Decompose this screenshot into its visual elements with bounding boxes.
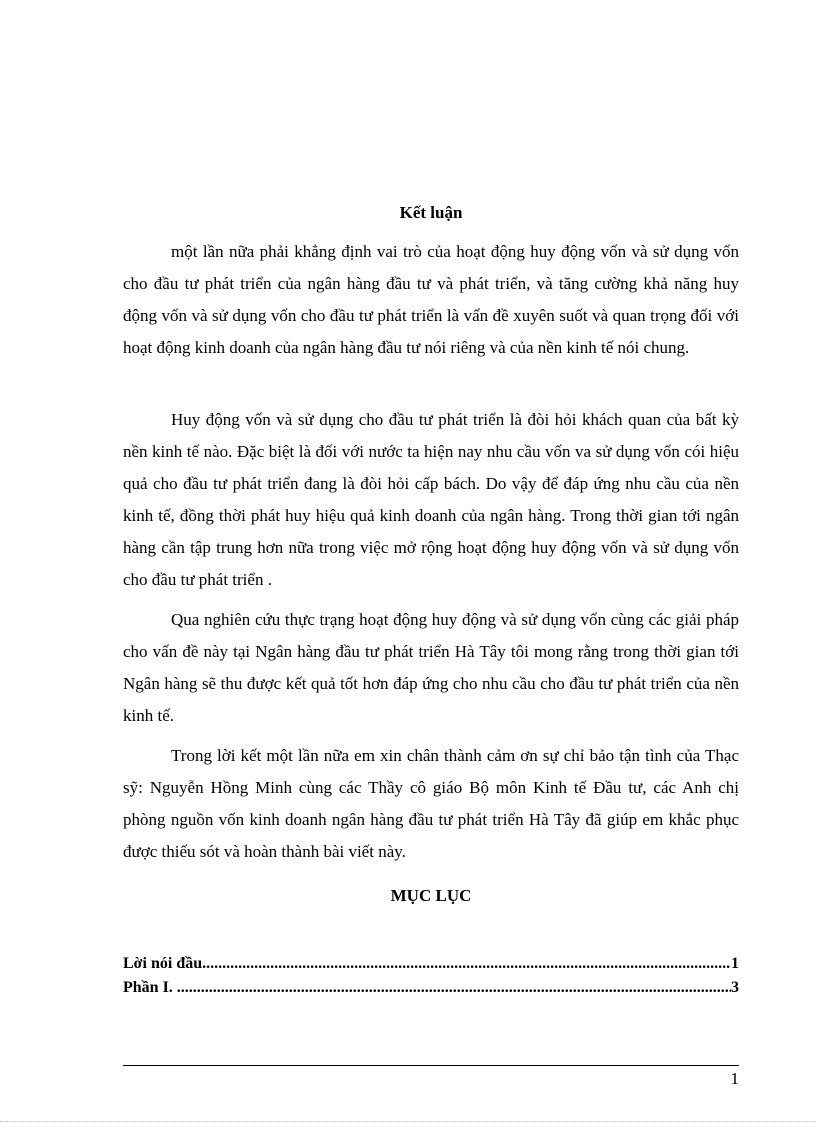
toc-title: MỤC LỤC xyxy=(390,886,472,905)
conclusion-paragraph-4: Trong lời kết một lần nữa em xin chân thành cảm ơn sự chỉ bảo tận tình của Thạc sỹ: Nguyễn Hồng Minh cùng các Thầy cô giáo Bộ môn Kinh tế Đầu tư, các Anh chị phòng nguồn vốn kinh doanh ngân hàng đầu tư phát triển Hà Tây đã giúp em khắc phục được thiếu sót và hoàn thành bài viết này. xyxy=(123,746,739,861)
conclusion-paragraph-3: Qua nghiên cứu thực trạng hoạt động huy động và sử dụng vốn cùng các giải pháp cho vấn đề này tại Ngân hàng đầu tư phát triển Hà Tây tôi mong rằng trong thời gian tới Ngân hàng sẽ thu được kết quả tốt hơn đáp ứng cho nhu cầu cho đầu tư phát triển của nền kinh tế. xyxy=(123,610,739,725)
toc-leader-dots xyxy=(202,955,731,973)
conclusion-paragraph-1: một lần nữa phải khẳng định vai trò của hoạt động huy động vốn và sử dụng vốn cho đầu tư phát triển của ngân hàng đầu tư và phát triển, và tăng cường khả năng huy động vốn và sử dụng vốn cho đầu tư phát triển là vấn đề xuyên suốt và quan trọng đối với hoạt động kinh doanh của ngân hàng đầu tư nói riêng và của nền kinh tế nói chung. xyxy=(123,242,739,357)
conclusion-paragraph-2: Huy động vốn và sử dụng cho đầu tư phát triển là đòi hỏi khách quan của bất kỳ nền kinh tế nào. Đặc biệt là đối với nước ta hiện nay nhu cầu vốn va sử dụng vốn cói hiệu quả cho đầu tư phát triển đang là đòi hỏi cấp bách. Do vậy để đáp ứng nhu cầu của nền kinh tế, đồng thời phát huy hiệu quả kinh doanh của ngân hàng. Trong thời gian tới ngân hàng cần tập trung hơn nữa trong việc mở rộng hoạt động huy động vốn và sử dụng vốn cho đầu tư phát triển . xyxy=(123,410,739,589)
toc-entry-label: Phần I. xyxy=(123,979,177,996)
page-bottom-edge xyxy=(0,1121,816,1122)
table-of-contents xyxy=(123,955,739,1003)
toc-entry-page: 3 xyxy=(731,979,739,996)
footer-divider xyxy=(123,1065,739,1066)
toc-entry[interactable] xyxy=(123,979,739,1003)
toc-entry-label: Lời nói đầu xyxy=(123,955,203,972)
page-number: 1 xyxy=(730,1069,739,1088)
toc-entry[interactable] xyxy=(123,955,739,979)
toc-entry-page: 1 xyxy=(731,955,739,972)
conclusion-title: Kết luận xyxy=(399,203,463,222)
toc-leader-dots xyxy=(177,979,731,997)
